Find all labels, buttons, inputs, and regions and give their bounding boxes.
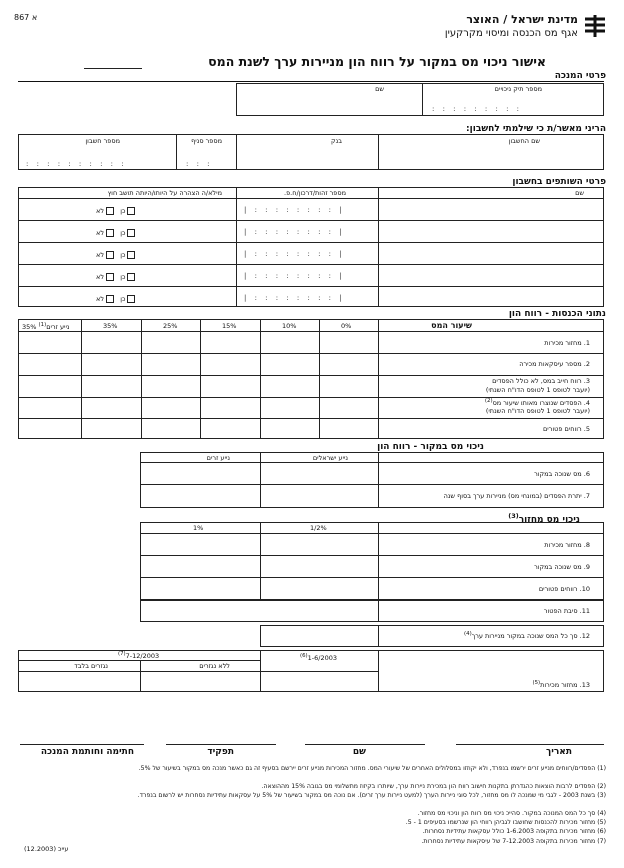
- tax-year-blank[interactable]: [84, 68, 142, 69]
- checkbox-no-icon[interactable]: [106, 251, 114, 259]
- page-title: אישור ניכוי מס במקור על רווח הון מניירות ערך לשנת המס: [208, 54, 546, 69]
- footnote-ref: (3): [508, 512, 519, 520]
- department-name: אגף מס הכנסה ומיסוי מקרקעין: [444, 28, 578, 39]
- divider: [378, 650, 379, 692]
- checkbox-no-icon[interactable]: [106, 295, 114, 303]
- rate-foreign: [22, 323, 70, 331]
- rate-0: 0%: [341, 322, 352, 330]
- date-line[interactable]: [456, 744, 604, 745]
- partner-id-input[interactable]: | : : : : : : : : |: [244, 250, 345, 258]
- footnote-3: (3) בשנת 2003 - לגבי מי שמנכה לו מס מחזור, לכל סוגי ניירות הערך (למעט ניירות ערך זרים). אם נוכה מס במקור בשיעור של 5% על עסקאות עתידיות נסחרות יש לרשום בנפרד.: [137, 792, 606, 799]
- divider: [378, 452, 379, 508]
- ministry-logo-icon: [583, 13, 607, 39]
- divider: [378, 134, 379, 170]
- no-label: לא: [96, 251, 105, 259]
- form-code: א 867: [14, 13, 38, 22]
- row-7-label: 7. יתרת הפסדים (במונחי מס) מניירות ערך בסוף שנה: [443, 492, 590, 500]
- footnote-ref: (6): [300, 653, 308, 659]
- divider: [236, 134, 237, 170]
- divider: [18, 264, 604, 265]
- footnote-ref: (1): [38, 322, 47, 328]
- divider: [319, 319, 320, 439]
- period-second-text: 7-12/2003: [125, 652, 160, 661]
- traded-only-col: נגזרים בלבד: [74, 662, 108, 670]
- yes-label: כן: [120, 229, 126, 237]
- rate-10: 10%: [282, 322, 297, 330]
- row-8-label: 8. מחזור מכירות: [544, 541, 590, 549]
- resident-choice[interactable]: [96, 229, 137, 237]
- account-number-label: מספר חשבון: [85, 137, 120, 145]
- divider: [140, 555, 604, 556]
- divider: [18, 353, 604, 354]
- manager-name-input[interactable]: [240, 95, 418, 113]
- row-1-label: 1. מחזור מכירות: [544, 339, 590, 347]
- checkbox-yes-icon[interactable]: [127, 207, 135, 215]
- divider: [81, 319, 82, 439]
- manager-file-input[interactable]: : : : : : : : : :: [432, 105, 523, 113]
- yes-label: כן: [120, 273, 126, 281]
- account-holder-label: שם החשבון: [508, 137, 540, 145]
- name-label: שם: [352, 747, 366, 757]
- divider: [378, 319, 379, 439]
- partners-table: [18, 187, 604, 307]
- footnote-7: (7) מחזור מכירות בתקופה 7-12.2003 של עיסקאות עתידיות נסחרות.: [421, 838, 606, 845]
- divider: [140, 660, 141, 692]
- row-13-label: [532, 681, 590, 689]
- divider: [18, 220, 604, 221]
- divider: [141, 319, 142, 439]
- partner-id-input[interactable]: | : : : : : : : : |: [244, 228, 345, 236]
- israeli-col: נייע ישראלים: [312, 454, 348, 462]
- no-label: לא: [96, 273, 105, 281]
- divider: [18, 397, 604, 398]
- divider: [422, 83, 423, 116]
- row-2-label: 2. מספר עיסקאות מכירה: [519, 360, 590, 368]
- checkbox-yes-icon[interactable]: [127, 273, 135, 281]
- signature-line[interactable]: [20, 744, 144, 745]
- divider: [140, 577, 604, 578]
- checkbox-no-icon[interactable]: [106, 207, 114, 215]
- rate-15: 15%: [222, 322, 237, 330]
- row-11-label: 11. סיבת הפטור: [543, 607, 590, 615]
- half-percent-col: 1/2%: [310, 524, 327, 532]
- manager-section-title: פרטי המנכה: [554, 71, 606, 81]
- checkbox-yes-icon[interactable]: [127, 229, 135, 237]
- partner-resident-col: מילא/ה הצהרה על היותו/היותה תושב חוץ: [107, 189, 222, 197]
- rate-35: 35%: [103, 322, 118, 330]
- divider: [260, 319, 261, 439]
- branch-input[interactable]: : : :: [186, 160, 213, 168]
- row-12-text: 12. סך כל המס שנוכה במקור מניירות ערך: [471, 632, 590, 641]
- without-traded-col: ללא נגזרים: [199, 662, 230, 670]
- withholding-section-title: ניכוי מס במקור - רווח הון: [377, 442, 484, 452]
- yes-label: כן: [120, 251, 126, 259]
- bank-label: בנק: [331, 137, 342, 145]
- row-4-text: 4. הפסדים שנוצרו מאותו שיעור מס: [492, 399, 590, 408]
- divider: [260, 452, 261, 508]
- divider: [18, 671, 378, 672]
- period-first-text: 1-6/2003: [307, 654, 338, 663]
- row-5-label: 5. רווחים פטורים: [542, 425, 590, 433]
- footnote-ref: (7): [118, 651, 126, 657]
- checkbox-yes-icon[interactable]: [127, 295, 135, 303]
- name-line[interactable]: [305, 744, 425, 745]
- divider: [378, 600, 379, 622]
- divider: [236, 187, 237, 307]
- yes-label: כן: [120, 207, 126, 215]
- partner-id-input[interactable]: | : : : : : : : : |: [244, 272, 345, 280]
- divider: [378, 625, 379, 647]
- resident-choice[interactable]: [96, 251, 137, 259]
- partner-id-input[interactable]: | : : : : : : : : |: [244, 206, 345, 214]
- exemption-row: [140, 600, 604, 622]
- role-line[interactable]: [166, 744, 276, 745]
- partner-name-col: שם: [575, 189, 584, 197]
- signature-label: חתימה וחותמת המנכה: [40, 747, 134, 757]
- divider: [18, 81, 604, 82]
- role-label: תפקיד: [207, 747, 234, 757]
- no-label: לא: [96, 295, 105, 303]
- divider: [260, 650, 261, 692]
- divider: [378, 522, 379, 600]
- checkbox-no-icon[interactable]: [106, 229, 114, 237]
- footnote-2: (2) הפסדים לרבות הוצאות כהגדרתן בתקנות חישוב רווח הון במכירת ניירות ערך, שיותרו בקיזוז מתשלומי מס בגובה 15% מההוצאה.: [261, 783, 606, 790]
- resident-choice[interactable]: [96, 295, 137, 303]
- checkbox-yes-icon[interactable]: [127, 251, 135, 259]
- form-footer: עייכ (12.2003): [24, 845, 69, 853]
- footnote-ref: (5): [532, 680, 541, 686]
- resident-choice[interactable]: [96, 207, 137, 215]
- row-13-text: 13. מחזור מכירות: [540, 681, 590, 690]
- footnote-1: (1) הפסדים/רווחים מנייע זרים ירשמו בנפרד, ולא יקוזזו במסלולים האחרים של שיעורי המס. מחזור המכירות מנייע זרים יירשם בסעיף זה גם כאשר מנכה מס במקור בשיעור של 5%.: [138, 765, 606, 772]
- row-3-label: 3. רווח חייב במס, לא כולל הפסדים: [492, 377, 590, 385]
- divider: [378, 187, 379, 307]
- rate-35-foreign: 35%: [22, 323, 37, 332]
- row-6-label: 6. מס שנוכה במקור: [534, 470, 590, 478]
- manager-file-label: מספר תיק ניכויים: [494, 85, 542, 93]
- yes-label: כן: [120, 295, 126, 303]
- divider: [140, 462, 604, 463]
- foreign-col: נייע זרים: [206, 454, 230, 462]
- footnote-4: (4) סך כל המס המנוכה במקור. סהייכ ניכוי מס רווח הון וניכוי מס מחזור.: [417, 810, 606, 817]
- foreign-label: נייע זרים: [46, 323, 70, 332]
- row-9-label: 9. מס שנוכה במקור: [534, 563, 590, 571]
- divider: [260, 522, 261, 600]
- checkbox-no-icon[interactable]: [106, 273, 114, 281]
- one-percent-col: 1%: [193, 524, 204, 532]
- divider: [140, 484, 604, 485]
- divider: [200, 319, 201, 439]
- row-10-label: 10. רווחים פטורים: [538, 585, 590, 593]
- partner-id-input[interactable]: | : : : : : : : : |: [244, 294, 345, 302]
- ministry-name: מדינת ישראל / האוצר: [466, 13, 578, 26]
- footnote-ref: (4): [464, 631, 472, 637]
- footnote-6: (6) מחזור מכירות בתקופה 1-6.2003 כולל עסקאות עתידיות נסחרות.: [422, 828, 606, 835]
- divider: [18, 286, 604, 287]
- rate-header: שיעור המס: [431, 321, 472, 330]
- account-number-input[interactable]: : : : : : : : : : :: [26, 160, 127, 168]
- divider: [18, 375, 604, 376]
- footnote-ref: (2): [484, 398, 493, 404]
- period-first-col: [300, 654, 337, 662]
- no-label: לא: [96, 207, 105, 215]
- divider: [18, 418, 604, 419]
- divider: [176, 134, 177, 170]
- divider: [18, 198, 604, 199]
- turnover-title-text: ניכוי מס מחזור: [518, 515, 580, 525]
- row-3-note: (יועבר לטופס 1 לטופס הדו"ח השנתי): [485, 386, 590, 394]
- row-12-label: [464, 632, 590, 640]
- date-label: תאריך: [546, 747, 572, 757]
- divider: [18, 331, 604, 332]
- account-section-title: הריני מאשר/ת כי שילמתי לחשבון:: [466, 124, 606, 134]
- resident-choice[interactable]: [96, 273, 137, 281]
- row-4-note: (יועבר לטופס 1 לטופס הדו"ח השנתי): [485, 407, 590, 415]
- divider: [18, 242, 604, 243]
- rate-25: 25%: [163, 322, 178, 330]
- footnote-5: (5) מחזור מכירות להכנסות שחושבו לגביהן רווחי הון שנרשמו בסעיפים 1 - 5.: [405, 819, 606, 826]
- partners-section-title: פרטי השותפים בחשבון: [512, 177, 606, 187]
- row-4-label: [485, 399, 590, 407]
- partner-id-col: מספר זהות/דרכון/ח.פ.: [284, 189, 346, 197]
- branch-label: מספר סניף: [191, 137, 222, 145]
- no-label: לא: [96, 229, 105, 237]
- divider: [140, 533, 604, 534]
- income-section-title: נתוני הכנסות - רווח הון: [508, 309, 606, 319]
- period-second-col: [118, 652, 159, 660]
- manager-name-label: שם: [375, 85, 384, 93]
